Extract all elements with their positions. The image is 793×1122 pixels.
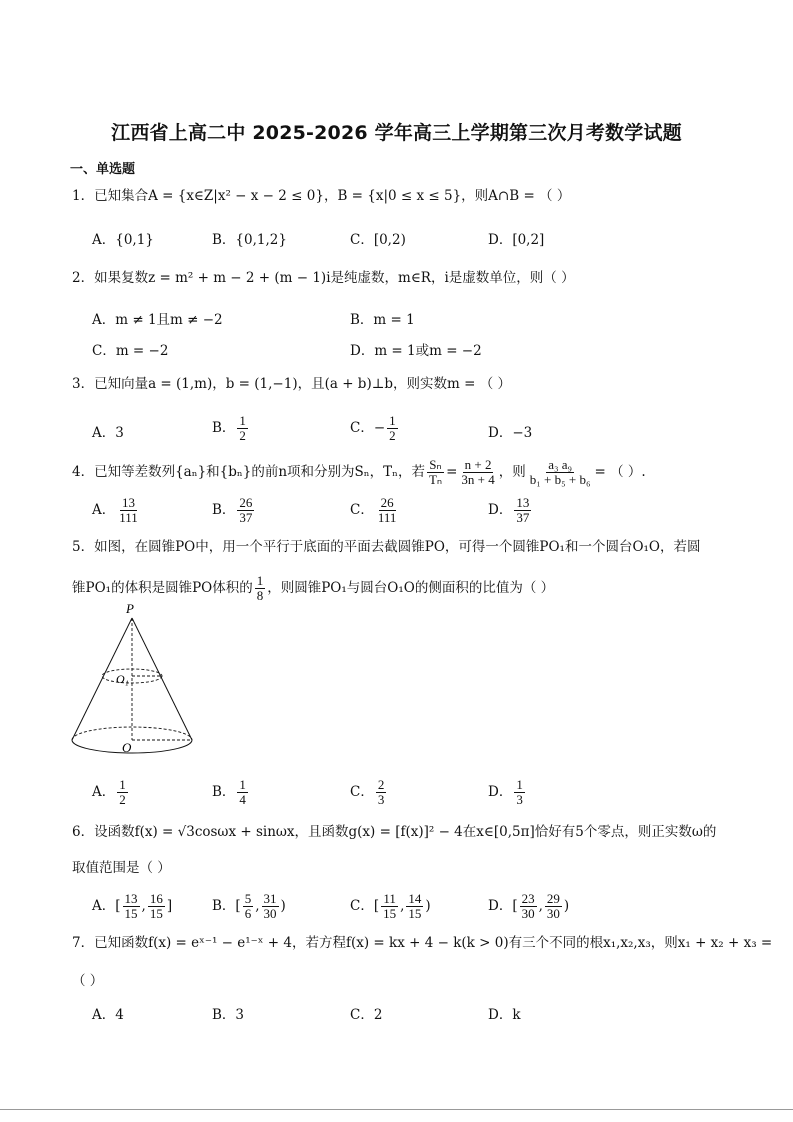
exam-title: 江西省上高二中 2025-2026 学年高三上学期第三次月考数学试题 [111,122,682,144]
q6-option-c[interactable]: C．[ $\frac{11}{15}$ , $\frac{14}{15}$ ) [350,891,431,921]
q7-option-a[interactable]: A．4 [92,1007,124,1023]
fraction-numerator: 1 [256,573,264,588]
fraction-denominator: 6 [244,906,252,921]
fraction-numerator: 13 [122,495,136,510]
q4-option-a[interactable] [92,496,142,525]
question-6-stem-line2: 取值范围是（ ） [72,860,171,876]
question-1-stem: 1．已知集合A = {x∈Z|x² − x − 2 ≤ 0}，B = {x|0 ≤ x ≤ 5}，则A∩B = （ ） [72,188,571,204]
interval-left: [ [512,898,518,914]
question-5-stem-line2 [72,574,554,603]
question-3-stem: 3．已知向量a = (1,m)，b = (1,−1)，且(a + b)⊥b，则实数m = （ ） [72,376,512,392]
q5-option-c[interactable] [350,778,388,807]
q4-fraction-ab [528,458,593,487]
fraction-numerator: 14 [408,891,422,906]
fraction-numerator: 16 [149,891,163,906]
fraction-numerator: 13 [516,495,530,510]
q2-option-a[interactable]: A．m ≠ 1且m ≠ −2 [92,312,223,328]
fraction-numerator: 31 [263,891,277,906]
fraction-denominator: 30 [521,906,535,921]
q4-option-b[interactable] [212,496,256,525]
q5-option-d-fraction [514,778,525,807]
q3-option-b-label: B． [212,420,236,436]
page-bottom-rule [0,1109,793,1110]
question-2-stem: 2．如果复数z = m² + m − 2 + (m − 1)i是纯虚数，m∈R，i是虚数单位，则（ ） [72,270,575,286]
q5-option-b[interactable] [212,778,250,807]
fraction-numerator: 5 [244,891,252,906]
q4-option-c-fraction [376,496,399,525]
q1-option-b[interactable]: B．{0,1,2} [212,232,287,248]
q3-option-a[interactable]: A．3 [92,425,124,441]
q5-option-c-fraction [376,778,387,807]
interval-lower [381,892,398,921]
interval-right: ] [166,898,173,914]
q5-option-b-label: B． [212,784,236,800]
q5-option-c-label: C． [350,784,374,800]
fraction-denominator: 30 [546,906,560,921]
q2-option-b[interactable]: B．m = 1 [350,312,415,328]
q4-option-b-fraction [237,496,254,525]
fraction-numerator: a₃ a₉ [548,457,573,472]
fraction-denominator: 111 [377,510,397,525]
fraction-denominator: 15 [408,906,422,921]
interval-left: [ [235,898,241,914]
fraction-numerator: n + 2 [464,457,492,472]
base-front-arc [72,740,192,753]
q5-option-a-fraction [117,778,128,807]
question-4-stem [72,458,646,487]
fraction-numerator: 13 [124,891,138,906]
q5-fraction [255,574,266,603]
fraction-numerator: 29 [546,891,560,906]
cone-right-edge [132,618,192,740]
interval-upper [262,892,279,921]
fraction-denominator: 37 [239,510,253,525]
fraction-numerator: 26 [239,495,253,510]
q4-option-b-label: B． [212,502,236,518]
q3-option-b[interactable] [212,414,250,443]
q6-option-a-label: A． [92,898,116,914]
fraction-denominator: 4 [239,792,246,807]
q6-option-a[interactable]: A．[ $\frac{13}{15}$ , $\frac{16}{15}$ ] [92,891,173,921]
q6-option-d[interactable]: D．[ $\frac{23}{30}$ , $\frac{29}{30}$ ) [488,891,570,921]
q4-end: = （ ）. [594,464,646,480]
q5-stem-c: ，则圆锥PO₁与圆台O₁O的侧面积的比值为（ ） [267,580,555,596]
fraction-denominator: Tₙ [428,472,443,487]
fraction-numerator: 1 [239,777,246,792]
question-7-stem-line1: 7．已知函数f(x) = eˣ⁻¹ − e¹⁻ˣ + 4，若方程f(x) = kx + 4 − k(k > 0)有三个不同的根x₁,x₂,x₃，则x₁ + x₂ + x₃ = [72,935,773,951]
interval-upper [406,892,423,921]
q5-option-a-label: A． [92,784,116,800]
q1-option-d[interactable]: D．[0,2] [488,232,545,248]
fraction-numerator: 26 [380,495,394,510]
q3-option-c-label: C．− [350,420,386,436]
question-5-stem-line1: 5．如图，在圆锥PO中，用一个平行于底面的平面去截圆锥PO，可得一个圆锥PO₁和一个圆台O₁O，若圆 [72,539,701,555]
label-o1: O₁ [116,672,129,686]
q6-option-b[interactable]: B．[ $\frac{5}{6}$ , $\frac{31}{30}$ ) [212,891,286,921]
q3-option-c-fraction [387,414,398,443]
q2-option-c[interactable]: C．m = −2 [92,343,169,359]
q5-option-a[interactable] [92,778,130,807]
q4-option-a-fraction [117,496,140,525]
q4-fraction-n [459,458,496,487]
cone-figure [62,600,202,765]
q3-option-c[interactable] [350,414,400,443]
q4-option-c-label: C． [350,502,374,518]
q6-option-b-label: B． [212,898,236,914]
fraction-denominator: 37 [516,510,530,525]
fraction-numerator: 1 [389,413,396,428]
q4-then: ，则 [498,464,526,480]
section-heading: 一、单选题 [70,162,136,177]
q1-option-c[interactable]: C．[0,2) [350,232,406,248]
q4-option-c[interactable] [350,496,400,525]
fraction-denominator: b₁ + b₅ + b₆ [529,472,591,487]
q4-option-d-fraction [514,496,531,525]
fraction-denominator: 2 [389,428,396,443]
fraction-denominator: 3 [377,792,385,807]
q4-equals: = [446,464,458,480]
interval-right: ) [563,898,570,914]
fraction-denominator: 3n + 4 [461,472,495,487]
question-7-stem-line2: （ ） [72,973,104,989]
fraction-denominator: 2 [239,428,246,443]
fraction-numerator: 1 [239,413,246,428]
interval-right: ) [280,898,286,914]
q6-option-c-label: C． [350,898,374,914]
q2-option-d[interactable]: D．m = 1或m = −2 [350,343,482,359]
q5-option-d[interactable] [488,778,527,807]
q5-option-d-label: D． [488,784,513,800]
interval-right: ) [425,898,431,914]
q7-option-d[interactable]: D．k [488,1007,521,1023]
interval-lower [123,892,140,921]
fraction-denominator: 15 [124,906,138,921]
fraction-denominator: 15 [383,906,397,921]
fraction-denominator: 3 [516,792,523,807]
q4-option-d[interactable] [488,496,533,525]
label-o: O [122,740,132,755]
q3-option-d[interactable]: D．−3 [488,425,533,441]
fraction-numerator: 23 [521,891,535,906]
fraction-numerator: 1 [516,777,523,792]
q1-option-a[interactable]: A．{0,1} [92,232,154,248]
q7-option-b[interactable]: B．3 [212,1007,245,1023]
interval-left: [ [115,898,121,914]
q3-option-b-fraction [237,414,248,443]
fraction-denominator: 8 [256,588,264,603]
q6-option-d-label: D． [488,898,513,914]
label-p: P [126,601,134,616]
q4-stem-text: 4．已知等差数列{aₙ}和{bₙ}的前n项和分别为Sₙ，Tₙ，若 [72,464,425,480]
question-6-stem-line1: 6．设函数f(x) = √3cosωx + sinωx，且函数g(x) = [f(x)]² − 4在x∈[0,5π]恰好有5个零点，则正实数ω的 [72,824,717,840]
q4-option-a-label: A． [92,502,116,518]
interval-upper [148,892,165,921]
interval-lower [243,892,254,921]
fraction-denominator: 15 [149,906,163,921]
fraction-denominator: 111 [119,510,138,525]
q4-fraction-s-t [427,458,444,487]
interval-left: [ [373,898,380,914]
fraction-denominator: 2 [119,792,126,807]
q5-option-b-fraction [237,778,248,807]
fraction-numerator: Sₙ [429,457,442,472]
fraction-denominator: 30 [263,906,277,921]
fraction-numerator: 11 [383,891,396,906]
interval-upper [545,892,562,921]
interval-lower [520,892,537,921]
q5-stem-b: 锥PO₁的体积是圆锥PO体积的 [72,580,253,596]
fraction-numerator: 2 [377,777,385,792]
q4-option-d-label: D． [488,502,513,518]
fraction-numerator: 1 [119,777,126,792]
q7-option-c[interactable]: C．2 [350,1007,383,1023]
